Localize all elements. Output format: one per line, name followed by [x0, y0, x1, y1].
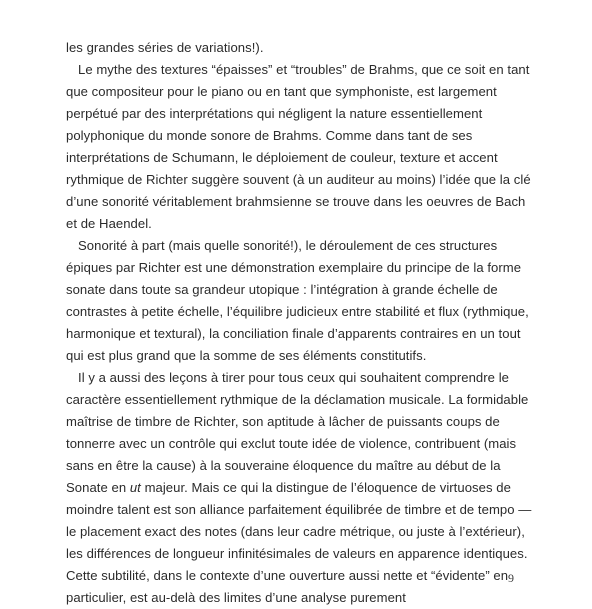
paragraph-sonority: Sonorité à part (mais quelle sonorité!), le déroulement de ces structures épiques par Richter est une démonstration exemplaire du principe de la forme sonate dans toute sa grandeur utopique : l’intégration à grande échelle de contrastes à petite échelle, l’équilibre judicieux entre stabilité et flux (rythmique, harmonique et textural), la conciliation finale d’apparents contraires en un tout qui est plus grand que la somme de ses éléments constitutifs. — [66, 238, 529, 363]
paragraph-text-after: majeur. Mais ce qui la distingue de l’éloquence de virtuoses de moindre talent est son alliance parfaitement équilibrée de timbre et de tempo — le placement exact des notes (dans leur cadre métrique, ou juste à l’extérieur), les différences de longueur infinitésimales de valeurs en apparence identiques. Cette subtilité, dans le contexte d’une ouverture aussi nette et “évidente” en particulier, est au-delà des limites d’une analyse purement — [66, 480, 532, 605]
page-number: 9 — [508, 571, 514, 585]
paragraph-continuation: les grandes séries de variations!). — [66, 40, 264, 55]
paragraph-text-before: Il y a aussi des leçons à tirer pour tous ceux qui souhaitent comprendre le caractère essentiellement rythmique de la déclamation musicale. La formidable maîtrise de timbre de Richter, son aptitude à lâcher de puissants coups de tonnerre avec un contrôle qui exclut toute idée de violence, contribuent (mais sans en être la cause) à la souveraine éloquence du maître au début de la Sonate en — [66, 370, 529, 495]
emphasis-ut: ut — [129, 480, 141, 495]
body-text — [66, 37, 536, 609]
paragraph-rhythmic-declamation — [66, 367, 536, 609]
paragraph-brahms-textures: Le mythe des textures “épaisses” et “troubles” de Brahms, que ce soit en tant que compositeur pour le piano ou en tant que symphoniste, est largement perpétué par des interprétations qui négligent la nature essentiellement polyphonique du monde sonore de Brahms. Comme dans tant de ses interprétations de Schumann, le déploiement de couleur, texture et accent rythmique de Richter suggère souvent (à un auditeur au moins) l’idée que la clé d’une sonorité véritablement brahmsienne se trouve dans les oeuvres de Bach et de Haendel. — [66, 62, 531, 231]
